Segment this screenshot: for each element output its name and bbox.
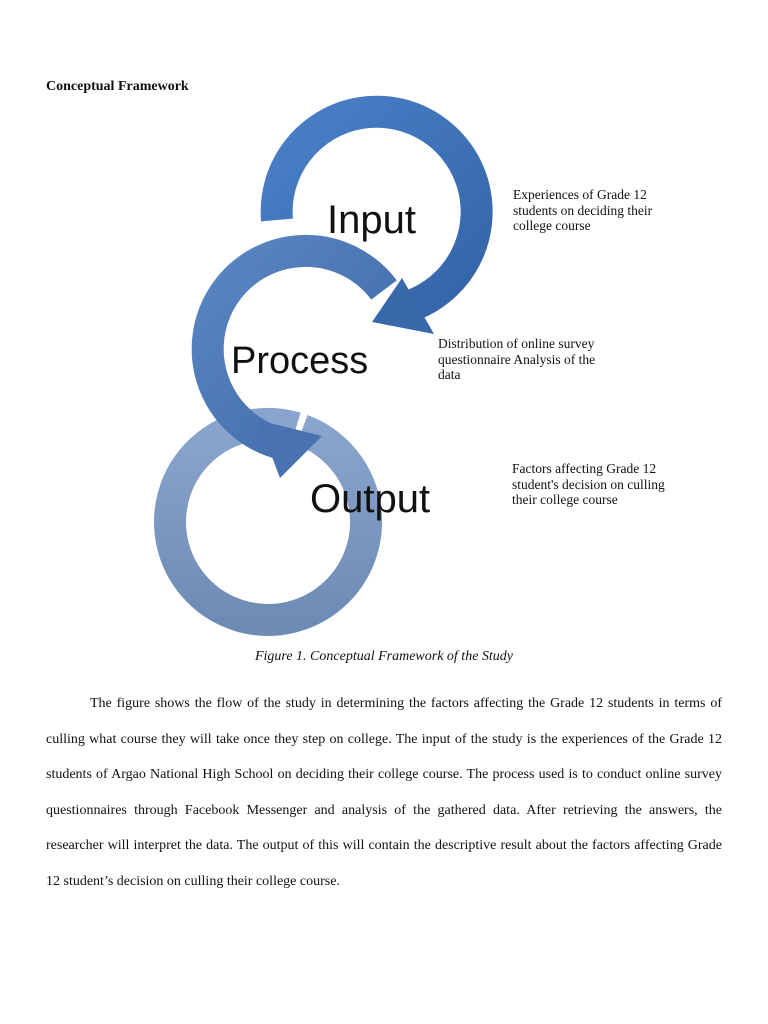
stage-label-input: Input: [327, 198, 416, 242]
body-paragraph: The figure shows the flow of the study in determining the factors affecting the Grade 12 students in terms of culling what course they will take once they step on college. The input of the study is the experiences of the Grade 12 students of Argao National High School on deciding their college course. The process used is to conduct online survey questionnaires through Facebook Messenger and analysis of the gathered data. After retrieving the answers, the researcher will interpret the data. The output of this will contain the descriptive result about the factors affecting Grade 12 student’s decision on culling their college course.: [46, 696, 722, 889]
stage-label-output: Output: [310, 477, 431, 521]
figure-caption: Figure 1. Conceptual Framework of the Study: [254, 649, 514, 664]
stage-label-process: Process: [231, 340, 369, 382]
output-description: Factors affecting Grade 12 student's decision on culling their college course: [512, 461, 665, 507]
section-heading: Conceptual Framework: [46, 79, 189, 94]
input-description: Experiences of Grade 12 students on deciding their college course: [513, 187, 653, 233]
process-description: Distribution of online survey questionnaire Analysis of the data: [438, 336, 596, 382]
